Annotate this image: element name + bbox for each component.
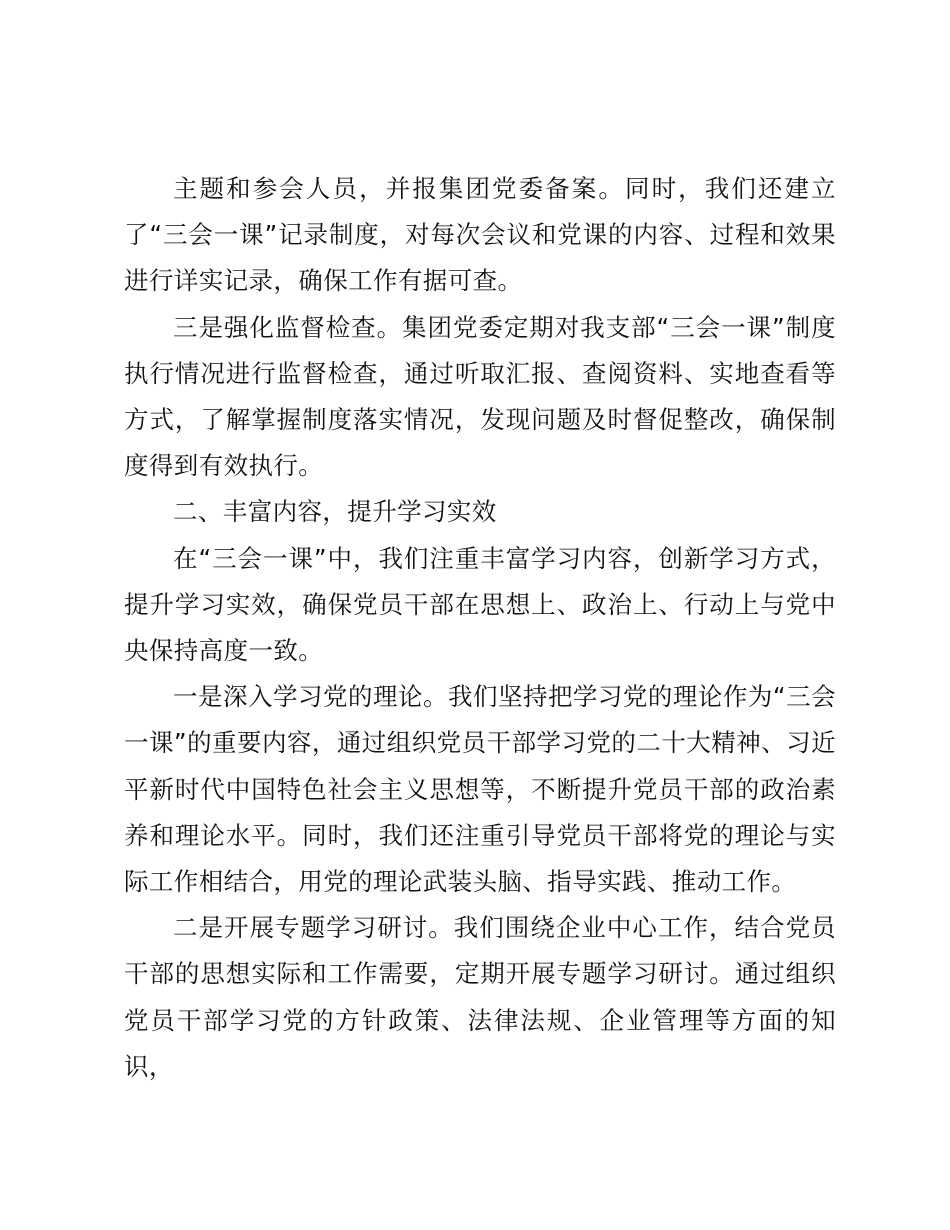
document-body — [124, 166, 836, 1090]
paragraph-topic-research: 二是开展专题学习研讨。我们围绕企业中心工作，结合党员干部的思想实际和工作需要，定期开展专题学习研讨。通过组织党员干部学习党的方针政策、法律法规、企业管理等方面的知识， — [124, 913, 836, 1081]
paragraph-theory-study: 一是深入学习党的理论。我们坚持把学习党的理论作为“三会一课”的重要内容，通过组织党员干部学习党的二十大精神、习近平新时代中国特色社会主义思想等，不断提升党员干部的政治素养和理论水平。同时，我们还注重引导党员干部将党的理论与实际工作相结合，用党的理论武装头脑、指导实践、推动工作。 — [124, 682, 836, 897]
paragraph-intro: 在“三会一课”中，我们注重丰富学习内容，创新学习方式，提升学习实效，确保党员干部在思想上、政治上、行动上与党中央保持高度一致。 — [124, 543, 836, 666]
section-heading: 二、丰富内容，提升学习实效 — [173, 497, 497, 527]
paragraph-supervision: 三是强化监督检查。集团党委定期对我支部“三会一课”制度执行情况进行监督检查，通过听取汇报、查阅资料、实地查看等方式，了解掌握制度落实情况，发现问题及时督促整改，确保制度得到有效执行。 — [124, 312, 836, 481]
paragraph-continuation: 主题和参会人员，并报集团党委备案。同时，我们还建立了“三会一课”记录制度，对每次会议和党课的内容、过程和效果进行详实记录，确保工作有据可查。 — [124, 174, 836, 296]
